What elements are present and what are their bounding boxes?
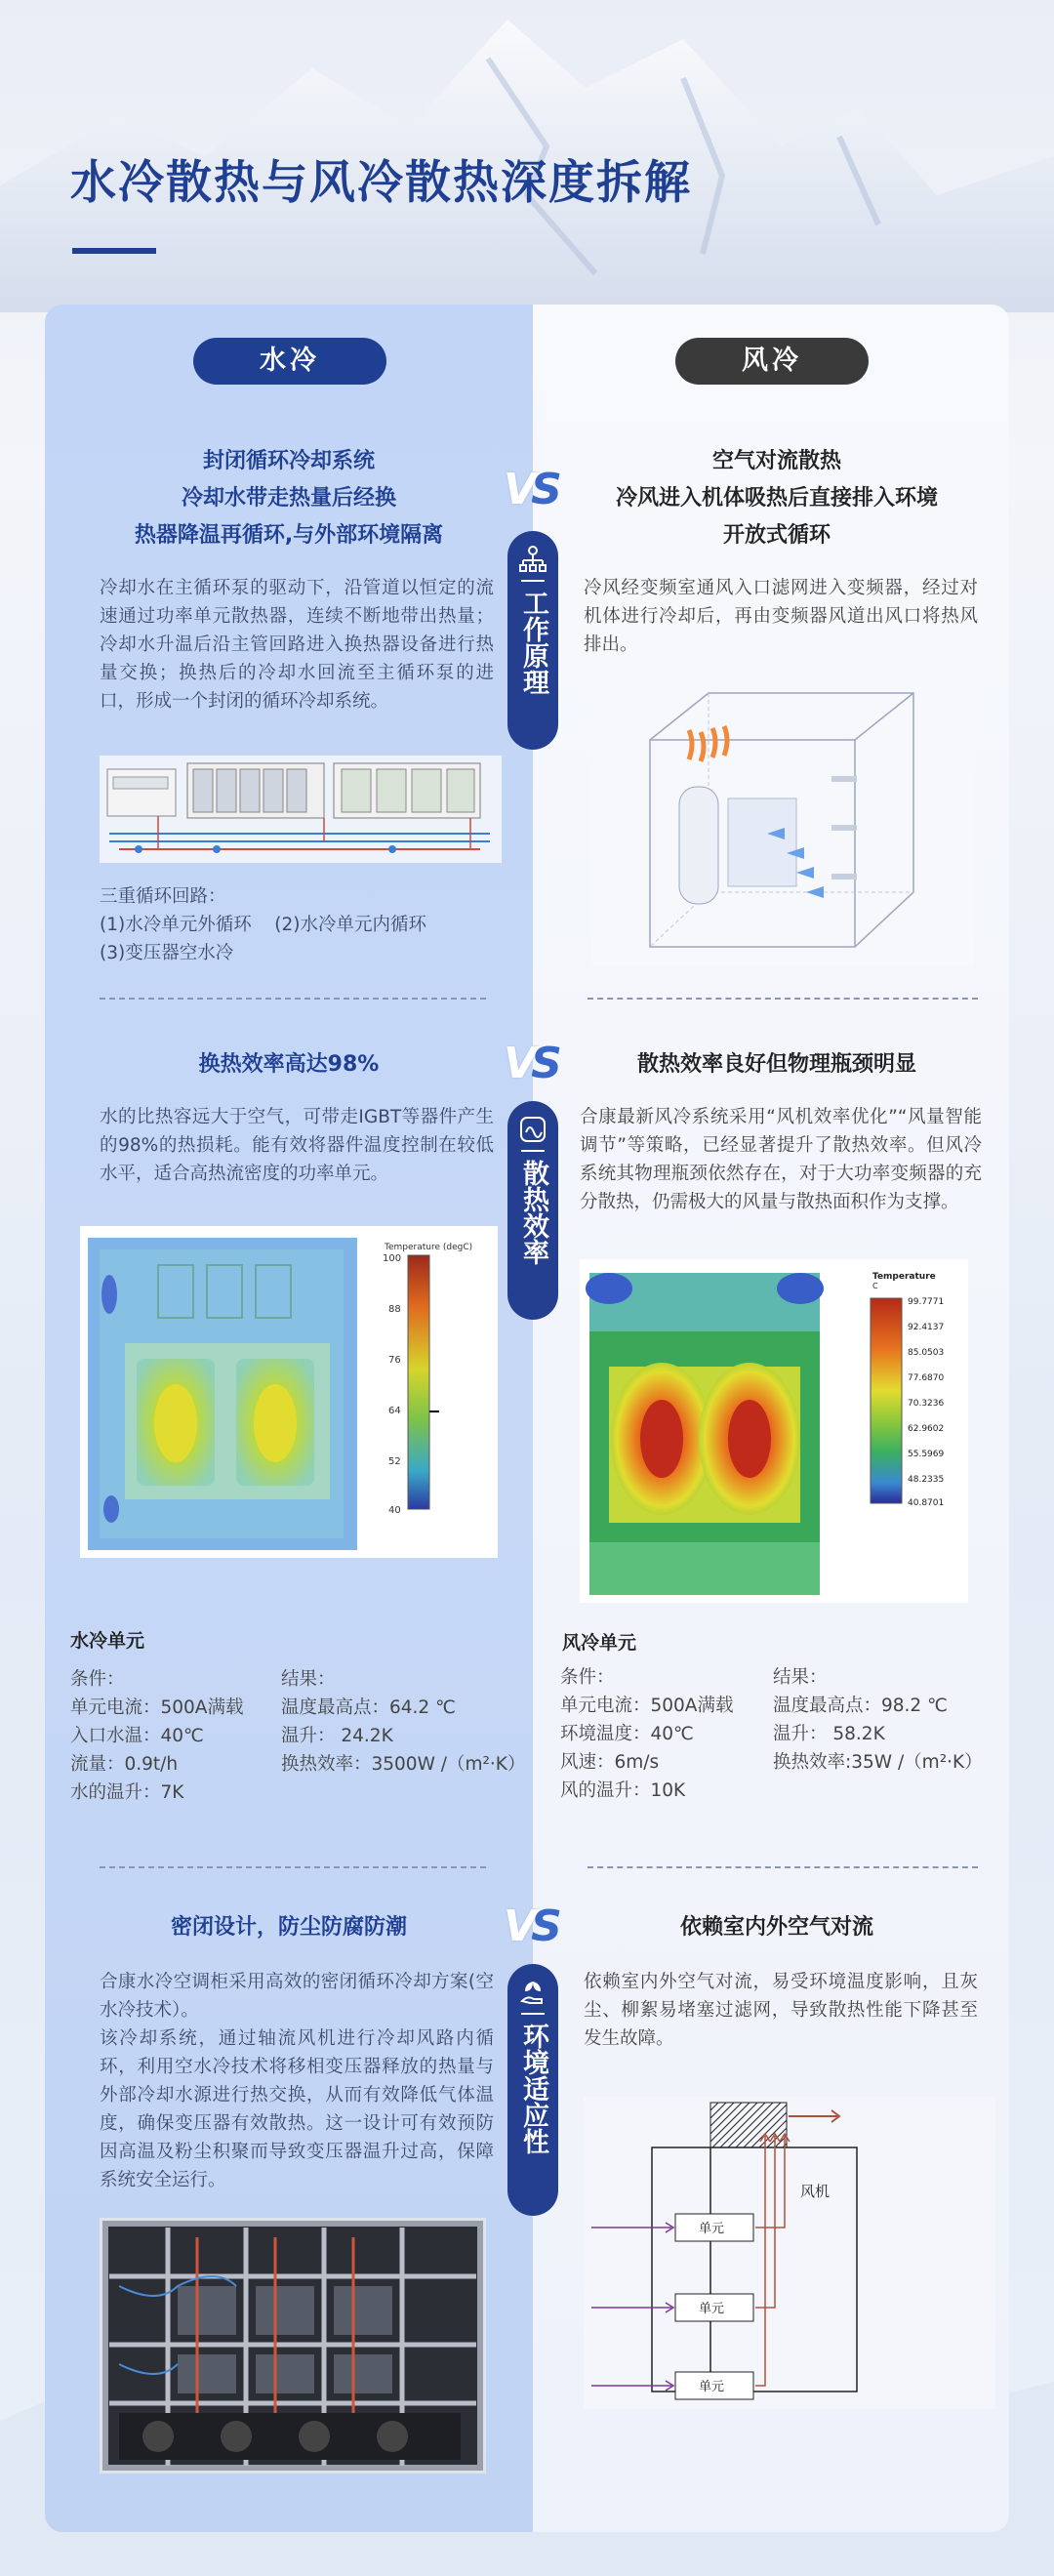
legend-tick: 55.5969: [908, 1450, 945, 1459]
air-flow-diagram: [584, 2097, 995, 2409]
unit-label: 单元: [699, 2380, 725, 2394]
badge-environment: [507, 1964, 558, 2216]
legend-tick: 76: [388, 1355, 401, 1366]
title-underline: [72, 248, 156, 254]
unit-label: 单元: [699, 2302, 725, 2316]
comparison-card: [45, 305, 1009, 2532]
air-efficiency-heading: 散热效率良好但物理瓶颈明显: [636, 1052, 916, 1077]
vs-mark: VS: [504, 465, 556, 514]
legend-tick: 100: [383, 1253, 402, 1264]
legend-title: Temperature (degC): [385, 1243, 473, 1252]
section-divider: [100, 1866, 486, 1868]
badge-text: 环境适应性: [518, 2023, 548, 2154]
fan-label: 风机: [800, 2183, 831, 2200]
water-cooling-cabinet-photo: [100, 2218, 486, 2474]
page-title: 水冷散热与风冷散热深度拆解: [70, 156, 692, 210]
water-efficiency-heading: 换热效率高达98%: [198, 1052, 380, 1077]
water-conditions: 条件： 单元电流：500A满载 入口水温：40℃ 流量：0.9t/h 水的温升：7K: [70, 1669, 244, 1803]
water-cooling-label: 水冷: [193, 338, 386, 385]
legend-tick: 99.7771: [908, 1297, 945, 1307]
air-cooling-label: 风冷: [675, 338, 869, 385]
air-thermal-map: [580, 1259, 968, 1603]
air-conditions: 条件： 单元电流：500A满载 环境温度：40℃ 风速：6m/s 风的温升：10K: [560, 1667, 734, 1801]
water-principle-paragraph: 冷却水在主循环泵的驱动下，沿管道以恒定的流速通过功率单元散热器，连续不断地带出热量；冷却水升温后沿主管回路进入换热器设备进行热量交换；换热后的冷却水回流至主循环泵的进口，形成一个封闭的循环冷却系统。: [100, 578, 494, 712]
legend-tick: 48.2335: [908, 1475, 945, 1485]
circulation-loops: 三重循环回路： (1)水冷单元外循环 (2)水冷单元内循环 (3)变压器空水冷: [100, 886, 426, 963]
water-principle-heading: 封闭循环冷却系统 冷却水带走热量后经换 热器降温再循环,与外部环境隔离: [134, 449, 444, 548]
air-principle-paragraph: 冷风经变频室通风入口滤网进入变频器，经过对机体进行冷却后，再由变频器风道出风口将热风排出。: [584, 578, 978, 655]
air-environment-heading: 依赖室内外空气对流: [679, 1915, 873, 1940]
legend-tick: 92.4137: [908, 1323, 945, 1332]
legend-tick: 70.3236: [908, 1399, 945, 1409]
badge-text: 散热效率: [518, 1160, 548, 1265]
leaf-hand-icon: [518, 1978, 547, 2007]
legend-tick: 85.0503: [908, 1348, 945, 1358]
water-environment-paragraph: 合康水冷空调柜采用高效的密闭循环冷却方案(空水冷技术）。 该冷却系统，通过轴流风机进行冷却风路内循环，利用空水冷技术将移相变压器释放的热量与外部冷却水源进行热交换，从而有效降低气体温度，确保变压器有效散热。这一设计可有效预防因高温及粉尘积聚而导致变压器温升过高，保障系统安全运行。: [100, 1972, 494, 2190]
legend-tick: 77.6870: [908, 1373, 945, 1383]
water-environment-heading: 密闭设计，防尘防腐防潮: [170, 1915, 407, 1940]
air-efficiency-paragraph: 合康最新风冷系统采用“风机效率优化”“风量智能调节”等策略，已经显著提升了散热效率。但风冷系统其物理瓶颈依然存在，对于大功率变频器的充分散热，仍需极大的风量与散热面积作为支撑。: [580, 1107, 982, 1212]
air-environment-paragraph: 依赖室内外空气对流，易受环境温度影响，且灰尘、柳絮易堵塞过滤网，导致散热性能下降甚至发生故障。: [584, 1972, 978, 2049]
legend-tick: 62.9602: [908, 1424, 945, 1434]
legend-tick: 40: [388, 1505, 401, 1516]
section-divider: [588, 998, 978, 1000]
legend-title: Temperature: [872, 1272, 936, 1282]
badge-text: 工作原理: [518, 590, 548, 695]
section-divider: [588, 1866, 978, 1868]
vs-mark: VS: [504, 1901, 556, 1951]
legend-unit: C: [872, 1282, 878, 1290]
air-unit-title: 风冷单元: [562, 1632, 637, 1654]
legend-tick: 52: [388, 1456, 401, 1467]
legend-tick: 40.8701: [908, 1498, 945, 1508]
section-divider: [100, 998, 486, 1000]
air-cooling-box-illustration: [591, 672, 974, 966]
legend-tick: 88: [388, 1304, 401, 1315]
org-chart-icon: [518, 545, 547, 574]
efficiency-icon: [518, 1115, 547, 1144]
air-principle-heading: 空气对流散热 冷风进入机体吸热后直接排入环境 开放式循环: [615, 449, 938, 548]
water-thermal-map: [80, 1226, 498, 1558]
vs-mark: VS: [504, 1039, 556, 1088]
unit-label: 单元: [699, 2222, 725, 2236]
water-cooling-schematic: [100, 756, 502, 863]
water-unit-title: 水冷单元: [70, 1630, 145, 1652]
badge-efficiency: [507, 1101, 558, 1320]
water-results: 结果： 温度最高点：64.2 ℃ 温升： 24.2K 换热效率：3500W /（m²·K）: [281, 1669, 526, 1775]
air-results: 结果： 温度最高点：98.2 ℃ 温升： 58.2K 换热效率:35W /（m²·K）: [773, 1667, 983, 1773]
legend-tick: 64: [388, 1406, 401, 1416]
water-efficiency-paragraph: 水的比热容远大于空气，可带走IGBT等器件产生的98%的热损耗。能有效将器件温度控制在较低水平，适合高热流密度的功率单元。: [100, 1107, 494, 1184]
badge-working-principle: [507, 531, 558, 750]
